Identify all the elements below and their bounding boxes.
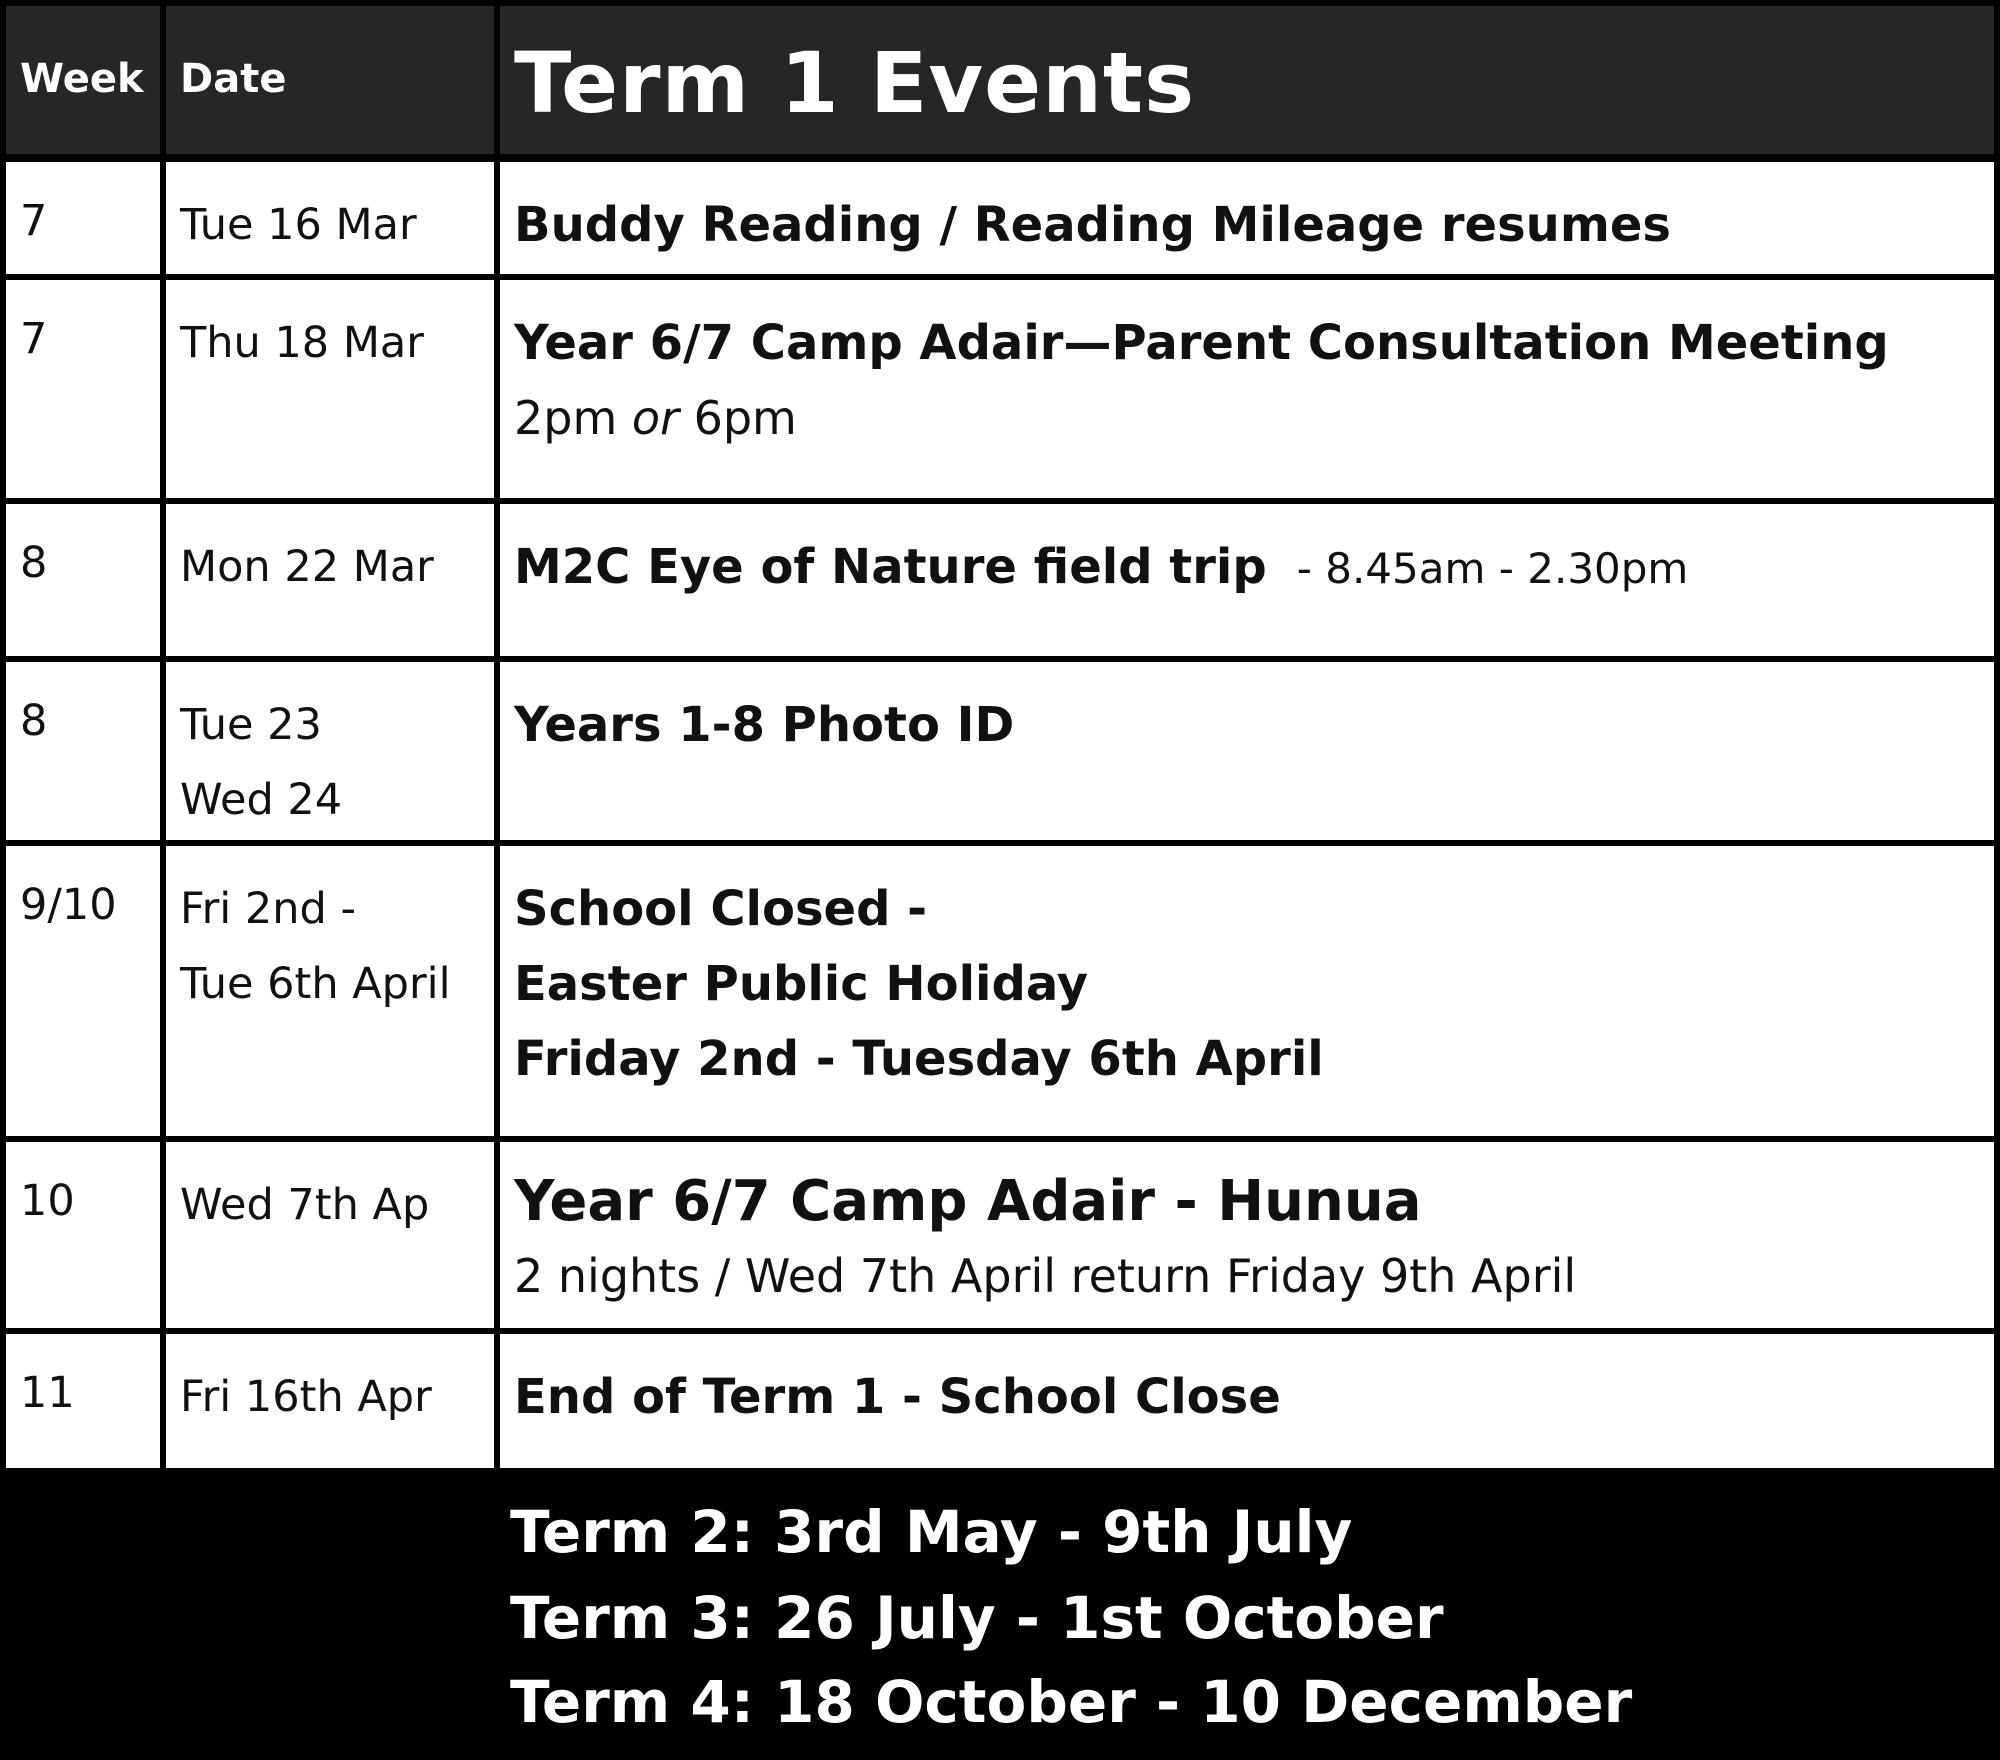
event-title: Year 6/7 Camp Adair—Parent Consultation Meeting [514, 315, 1889, 371]
event-title: Buddy Reading / Reading Mileage resumes [514, 197, 1671, 253]
date-cell [166, 280, 494, 498]
date-cell [166, 162, 494, 274]
event-title: Years 1-8 Photo ID [514, 697, 1015, 753]
event-cell [500, 1142, 1994, 1328]
date-line: Tue 16 Mar [180, 200, 417, 250]
event-title: School Closed - [514, 881, 928, 937]
term-dates-line: Term 4: 18 October - 10 December [510, 1668, 1633, 1736]
term-dates-line: Term 2: 3rd May - 9th July [510, 1498, 1353, 1566]
event-cell [500, 662, 1994, 840]
event-cell [500, 1334, 1994, 1468]
date-line: Mon 22 Mar [180, 542, 434, 592]
event-title: Year 6/7 Camp Adair - Hunua [514, 1169, 1422, 1234]
date-line: Tue 6th April [180, 959, 451, 1009]
event-title [514, 530, 1994, 606]
event-cell [500, 846, 1994, 1136]
event-time: - 8.45am - 2.30pm [1296, 544, 1689, 593]
event-title-text: M2C Eye of Nature field trip [514, 539, 1267, 595]
date-line: Tue 23 [180, 700, 322, 750]
event-time-b: 6pm [693, 391, 797, 445]
event-title: Easter Public Holiday [514, 956, 1089, 1012]
header-week: Week [6, 6, 160, 154]
event-title: End of Term 1 - School Close [514, 1369, 1281, 1425]
date-line: Wed 24 [180, 775, 343, 825]
date-line: Wed 7th Ap [180, 1180, 430, 1230]
event-time-a: 2pm [514, 391, 618, 445]
event-cell [500, 280, 1994, 498]
header-date: Date [166, 6, 494, 154]
date-cell [166, 504, 494, 656]
week-cell: 10 [6, 1142, 160, 1328]
date-line: Fri 2nd - [180, 884, 356, 934]
date-cell [166, 662, 494, 840]
event-cell [500, 162, 1994, 274]
event-or: or [631, 391, 679, 445]
page-title: Term 1 Events [500, 6, 1994, 154]
week-cell: 7 [6, 162, 160, 274]
date-cell [166, 1142, 494, 1328]
event-detail [514, 381, 1994, 456]
term-dates-footer [0, 1470, 2000, 1760]
event-detail: 2 nights / Wed 7th April return Friday 9th April [514, 1249, 1577, 1303]
week-cell: 7 [6, 280, 160, 498]
date-line: Fri 16th Apr [180, 1372, 432, 1422]
event-title: Friday 2nd - Tuesday 6th April [514, 1031, 1324, 1087]
term-dates-line: Term 3: 26 July - 1st October [510, 1584, 1444, 1652]
event-cell [500, 504, 1994, 656]
date-cell [166, 1334, 494, 1468]
week-cell: 8 [6, 504, 160, 656]
week-cell: 9/10 [6, 846, 160, 1136]
week-cell: 11 [6, 1334, 160, 1468]
date-line: Thu 18 Mar [180, 318, 424, 368]
week-cell: 8 [6, 662, 160, 840]
date-cell [166, 846, 494, 1136]
